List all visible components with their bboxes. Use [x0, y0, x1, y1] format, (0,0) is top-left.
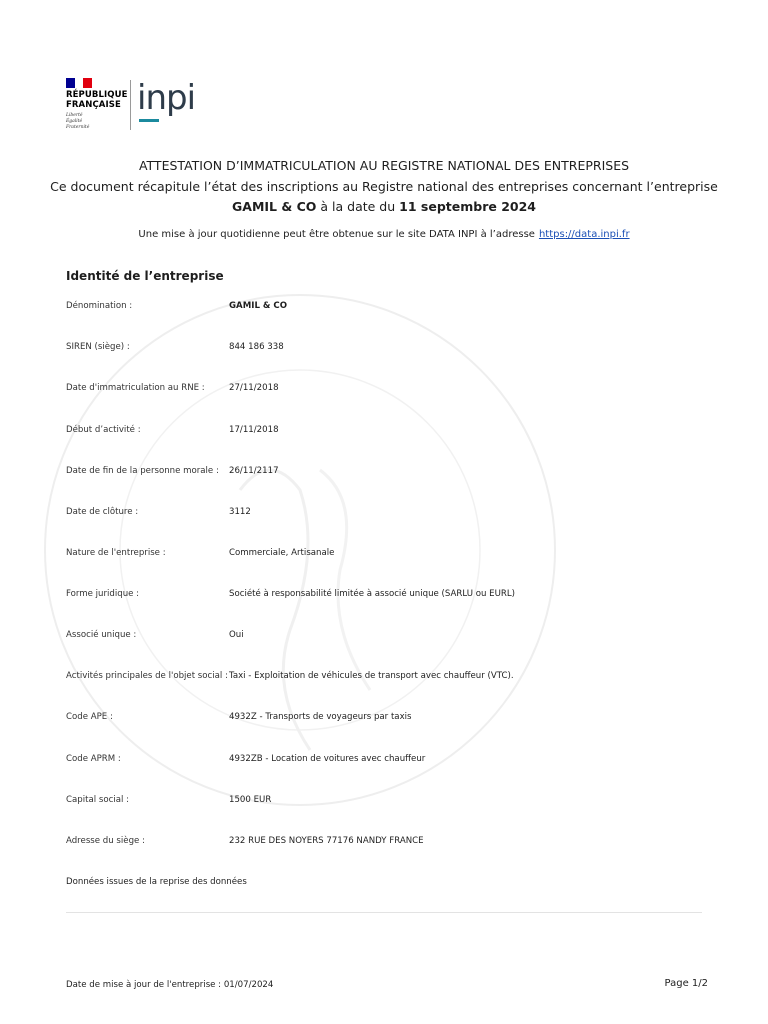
attestation-date: 11 septembre 2024	[399, 199, 536, 214]
rf-motto-3: Fraternité	[66, 125, 90, 130]
flag-red	[83, 78, 92, 88]
rf-logo-line-1: RÉPUBLIQUE	[66, 90, 128, 100]
inpi-accent-bar	[139, 119, 159, 122]
field-label: Adresse du siège :	[66, 836, 145, 846]
field-value: 4932ZB - Location de voitures avec chauffeur	[229, 754, 426, 764]
date-prefix: à la date du	[320, 199, 396, 214]
flag-blue	[66, 78, 75, 88]
field-label: Date de clôture :	[66, 507, 139, 517]
field-value: 3112	[229, 507, 251, 517]
field-label: Début d’activité :	[66, 425, 141, 435]
field-value: Société à responsabilité limitée à associé unique (SARLU ou EURL)	[229, 589, 516, 599]
field-label: Activités principales de l'objet social :	[66, 671, 228, 681]
field-label: Date de fin de la personne morale :	[66, 466, 219, 476]
field-value: 17/11/2018	[229, 425, 279, 435]
republique-francaise-logo	[66, 78, 128, 131]
field-label: Nature de l'entreprise :	[66, 548, 166, 558]
update-notice	[0, 227, 768, 243]
french-flag-icon	[66, 78, 92, 88]
flag-white	[75, 78, 84, 88]
field-value: Oui	[229, 630, 244, 640]
field-label: Code APRM :	[66, 754, 121, 764]
field-label: Code APE :	[66, 712, 113, 722]
rf-motto-2: Égalité	[66, 119, 83, 124]
page-number: Page 1/2	[664, 978, 708, 989]
document-subtitle: Ce document récapitule l’état des inscriptions au Registre national des entreprises concernant l’entreprise	[50, 179, 718, 194]
update-notice-text: Une mise à jour quotidienne peut être obtenue sur le site DATA INPI à l’adresse	[138, 229, 535, 240]
field-label: Dénomination :	[66, 301, 133, 311]
field-label: Forme juridique :	[66, 589, 140, 599]
data-source-note: Données issues de la reprise des données	[66, 877, 247, 887]
field-value: Commerciale, Artisanale	[229, 548, 335, 558]
identity-section-title: Identité de l’entreprise	[66, 269, 224, 283]
rf-logo-line-2: FRANÇAISE	[66, 99, 121, 110]
field-label: Date d'immatriculation au RNE :	[66, 383, 205, 393]
inpi-logo	[137, 78, 195, 118]
field-value: 1500 EUR	[229, 795, 272, 805]
logo-separator	[130, 80, 131, 130]
footer-update-date: Date de mise à jour de l'entreprise : 01/07/2024	[66, 980, 274, 990]
field-value: GAMIL & CO	[229, 301, 288, 311]
field-label: SIREN (siège) :	[66, 342, 130, 352]
field-value: 844 186 338	[229, 342, 284, 352]
company-name: GAMIL & CO	[232, 199, 317, 214]
field-value: 232 RUE DES NOYERS 77176 NANDY FRANCE	[229, 836, 424, 846]
rf-motto-1: Liberté	[66, 113, 83, 118]
field-label: Associé unique :	[66, 630, 137, 640]
divider	[66, 912, 702, 913]
field-value: 4932Z - Transports de voyageurs par taxis	[229, 712, 412, 722]
document-title: ATTESTATION D’IMMATRICULATION AU REGISTRE NATIONAL DES ENTREPRISES	[138, 158, 630, 173]
field-value: Taxi - Exploitation de véhicules de transport avec chauffeur (VTC).	[229, 671, 514, 681]
field-value: 27/11/2018	[229, 383, 279, 393]
field-label: Capital social :	[66, 795, 129, 805]
data-inpi-link[interactable]: https://data.inpi.fr	[538, 229, 630, 240]
inpi-wordmark: inpi	[137, 78, 196, 118]
field-value: 26/11/2117	[229, 466, 279, 476]
rf-motto	[66, 113, 128, 131]
document-subtitle-company-date	[0, 197, 768, 217]
